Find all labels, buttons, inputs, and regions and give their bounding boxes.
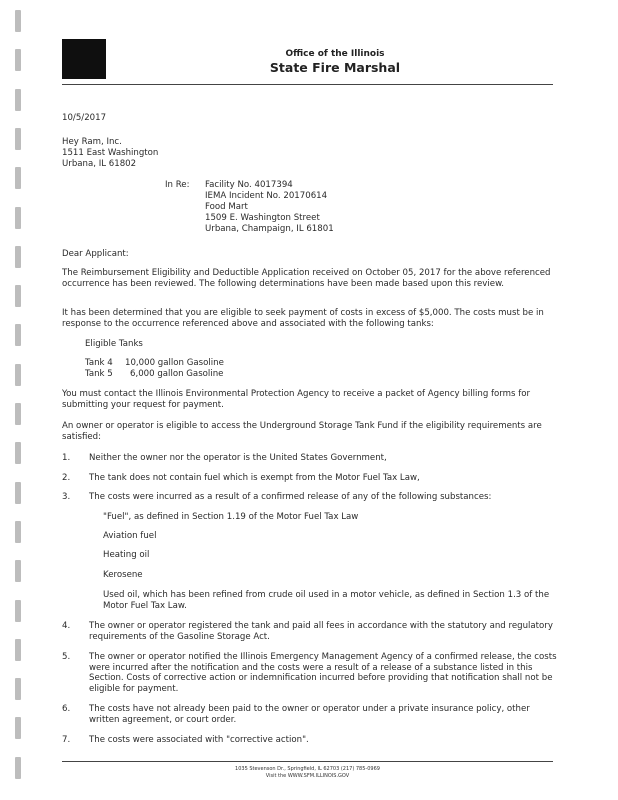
paragraph-contact-epa: You must contact the Illinois Environmental Protection Agency to receive a packet of Agency billing forms for submitting your request for payment. [62, 389, 531, 410]
binding-mark [15, 207, 21, 229]
binding-mark [15, 49, 21, 71]
binding-mark [15, 442, 21, 464]
paragraph-requirements-intro: An owner or operator is eligible to access the Underground Storage Tank Fund if the eligibility requirements are satisfied: [62, 421, 542, 442]
tank-label: Tank 4 [85, 358, 113, 368]
requirement-text: The owner or operator notified the Illinois Emergency Management Agency of a confirmed release, the costs were incurred after the notification and the costs were a result of a release of a substance listed in this Section. Costs of corrective action or indemnification incurred before providing that notification shall not be eligible for payment. [89, 652, 557, 694]
requirement-text: The costs were incurred as a result of a confirmed release of any of the following substances: [89, 492, 492, 502]
office-name-line1: Office of the Illinois [285, 49, 385, 59]
requirement-text: Neither the owner nor the operator is the United States Government, [89, 453, 387, 463]
requirement-number: 7. [62, 735, 71, 745]
substance-item: Kerosene [103, 570, 143, 580]
requirement-number: 4. [62, 621, 71, 631]
requirement-text: The tank does not contain fuel which is exempt from the Motor Fuel Tax Law, [89, 473, 420, 483]
paragraph-eligibility: It has been determined that you are eligible to seek payment of costs in excess of $5,000. The costs must be in response to the occurrence referenced above and associated with the following tanks: [62, 308, 544, 329]
binding-mark [15, 757, 21, 779]
binding-mark [15, 639, 21, 661]
binding-mark [15, 482, 21, 504]
tank-label: Tank 5 [85, 369, 113, 379]
in-re-line: 1509 E. Washington Street [205, 213, 320, 223]
binding-mark [15, 89, 21, 111]
eligible-tanks-heading: Eligible Tanks [85, 339, 143, 349]
footer-divider [62, 761, 553, 762]
recipient-name: Hey Ram, Inc. [62, 137, 122, 147]
requirement-text: The costs were associated with "corrective action". [89, 735, 309, 745]
letter-date: 10/5/2017 [62, 113, 107, 123]
requirement-number: 1. [62, 453, 71, 463]
substance-item: "Fuel", as defined in Section 1.19 of the Motor Fuel Tax Law [103, 512, 359, 522]
binding-mark [15, 600, 21, 622]
footer-web: Visit the WWW.SFM.ILLINOIS.GOV [265, 773, 350, 779]
footer-address: 1035 Stevenson Dr., Springfield, IL 62703 (217) 785-0969 [235, 766, 380, 772]
in-re-label: In Re: [165, 180, 190, 190]
binding-mark [15, 167, 21, 189]
salutation: Dear Applicant: [62, 249, 129, 259]
substance-item: Used oil, which has been refined from crude oil used in a motor vehicle, as defined in Section 1.3 of the Motor Fuel Tax Law. [103, 590, 550, 611]
binding-mark [15, 10, 21, 32]
recipient-city: Urbana, IL 61802 [62, 159, 137, 169]
paragraph-review: The Reimbursement Eligibility and Deductible Application received on October 05, 2017 for the above referenced occurrence has been reviewed. The following determinations have been made based upon this review. [62, 268, 551, 289]
binding-mark [15, 403, 21, 425]
binding-mark [15, 246, 21, 268]
binding-mark [15, 128, 21, 150]
tank-capacity: 6,000 gallon Gasoline [130, 369, 224, 379]
binding-mark [15, 324, 21, 346]
in-re-line: IEMA Incident No. 20170614 [205, 191, 328, 201]
requirement-text: The owner or operator registered the tank and paid all fees in accordance with the statutory and regulatory requirements of the Gasoline Storage Act. [89, 621, 553, 642]
requirement-number: 6. [62, 704, 71, 714]
agency-logo [62, 39, 106, 79]
recipient-street: 1511 East Washington [62, 148, 159, 158]
requirement-number: 2. [62, 473, 71, 483]
binding-mark [15, 678, 21, 700]
in-re-line: Facility No. 4017394 [205, 180, 293, 190]
binding-mark [15, 285, 21, 307]
in-re-line: Food Mart [205, 202, 248, 212]
binding-holes [15, 6, 23, 796]
binding-mark [15, 560, 21, 582]
in-re-line: Urbana, Champaign, IL 61801 [205, 224, 334, 234]
requirement-text: The costs have not already been paid to the owner or operator under a private insurance policy, other written agreement, or court order. [89, 704, 530, 725]
binding-mark [15, 521, 21, 543]
header-divider [62, 84, 553, 85]
binding-mark [15, 364, 21, 386]
substance-item: Heating oil [103, 550, 150, 560]
requirement-number: 3. [62, 492, 71, 502]
office-name-line2: State Fire Marshal [269, 60, 401, 75]
requirement-number: 5. [62, 652, 71, 662]
tank-capacity: 10,000 gallon Gasoline [125, 358, 224, 368]
binding-mark [15, 717, 21, 739]
substance-item: Aviation fuel [103, 531, 157, 541]
